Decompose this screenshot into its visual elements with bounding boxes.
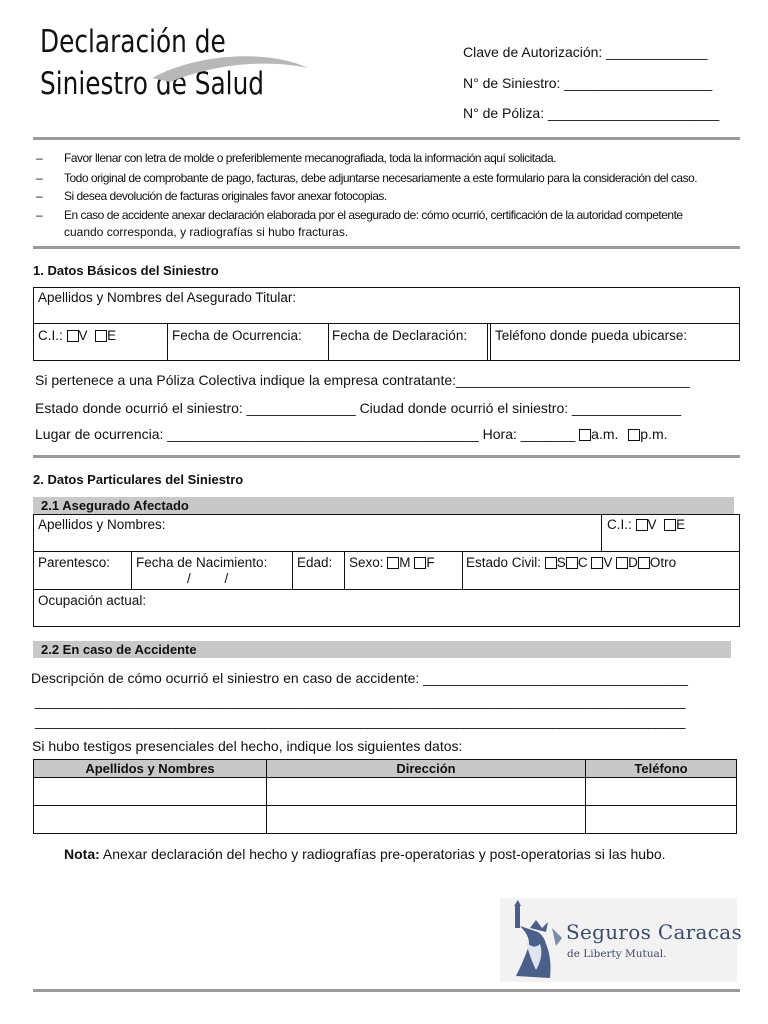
column-header-address: Dirección bbox=[267, 760, 586, 778]
sex-field: Sexo: M F bbox=[349, 555, 435, 570]
instruction-item: – En caso de accidente anexar declaración elaborada por el asegurado de: cómo ocurrió, certificación de la autoridad competente bbox=[36, 208, 683, 222]
policy-number-field[interactable]: N° de Póliza: ______________________ bbox=[463, 105, 720, 121]
declaration-date-label: Fecha de Declaración: bbox=[332, 328, 468, 343]
divider bbox=[33, 137, 740, 140]
company-logo bbox=[500, 898, 743, 982]
section-1-row bbox=[33, 323, 740, 361]
column-header-phone: Teléfono bbox=[586, 760, 737, 778]
affected-details-row bbox=[33, 551, 740, 590]
occupation-field[interactable] bbox=[33, 589, 740, 627]
divider bbox=[33, 989, 740, 992]
sex-f-checkbox[interactable] bbox=[414, 557, 426, 569]
accident-description-line[interactable]: ________________________________________________________________________________________ bbox=[35, 713, 685, 729]
witnesses-intro: Si hubo testigos presenciales del hecho, indique los siguientes datos: bbox=[32, 738, 463, 754]
civil-d-checkbox[interactable] bbox=[616, 557, 628, 569]
witness-phone-cell[interactable] bbox=[586, 806, 737, 834]
phone-label: Teléfono donde pueda ubicarse: bbox=[495, 328, 688, 343]
age-label: Edad: bbox=[297, 555, 333, 570]
am-checkbox[interactable] bbox=[579, 429, 591, 441]
affected-ci-field: C.I.: V E bbox=[607, 517, 686, 532]
affected-ci-v-checkbox[interactable] bbox=[636, 519, 648, 531]
civil-s-checkbox[interactable] bbox=[545, 557, 557, 569]
table-row bbox=[34, 806, 737, 834]
subsection-2-1-header: 2.1 Asegurado Afectado bbox=[33, 497, 733, 514]
authorization-key-field[interactable]: Clave de Autorización: _____________ bbox=[463, 44, 708, 60]
claim-number-field[interactable]: N° de Siniestro: ___________________ bbox=[463, 75, 713, 91]
witnesses-table bbox=[33, 759, 737, 834]
header-edge bbox=[732, 497, 734, 514]
affected-names-row bbox=[33, 514, 740, 552]
form-title-line2: Siniestro de Salud bbox=[40, 66, 265, 102]
sex-m-checkbox[interactable] bbox=[387, 557, 399, 569]
birth-date-label: Fecha de Nacimiento: bbox=[136, 555, 268, 570]
instruction-item-continued: cuando corresponda, y radiografías si hubo fracturas. bbox=[64, 225, 349, 239]
divider bbox=[33, 455, 740, 458]
section-1-title: 1. Datos Básicos del Siniestro bbox=[33, 263, 219, 278]
column-header-names: Apellidos y Nombres bbox=[34, 760, 267, 778]
occurrence-date-label: Fecha de Ocurrencia: bbox=[172, 328, 302, 343]
state-city-field[interactable]: Estado donde ocurrió el siniestro: ______________ Ciudad donde ocurrió el siniestro: ______________ bbox=[35, 400, 682, 416]
ci-e-checkbox[interactable] bbox=[95, 330, 107, 342]
relationship-label: Parentesco: bbox=[38, 555, 111, 570]
form-title-line1: Declaración de bbox=[40, 24, 226, 60]
logo-subtitle: de Liberty Mutual. bbox=[567, 948, 667, 960]
affected-names-label: Apellidos y Nombres: bbox=[38, 517, 166, 532]
witness-phone-cell[interactable] bbox=[586, 778, 737, 806]
section-2-title: 2. Datos Particulares del Siniestro bbox=[33, 472, 244, 487]
subsection-2-2-header: 2.2 En caso de Accidente bbox=[33, 641, 731, 658]
witness-name-cell[interactable] bbox=[34, 778, 267, 806]
logo-wordmark: Seguros Caracas bbox=[566, 920, 743, 944]
civil-status-field: Estado Civil: S C V D Otro bbox=[466, 555, 677, 570]
witness-name-cell[interactable] bbox=[34, 806, 267, 834]
table-header-row bbox=[34, 760, 737, 778]
ci-field: C.I.: V E bbox=[38, 328, 117, 343]
table-row bbox=[34, 778, 737, 806]
occupation-label: Ocupación actual: bbox=[38, 593, 147, 608]
birth-date-slashes: / / bbox=[187, 571, 229, 586]
divider bbox=[33, 246, 740, 249]
title-swoosh-decoration bbox=[150, 48, 310, 88]
holder-name-field[interactable] bbox=[33, 287, 740, 324]
witness-address-cell[interactable] bbox=[267, 778, 586, 806]
collective-policy-field[interactable]: Si pertenece a una Póliza Colectiva indique la empresa contratante:______________________________ bbox=[35, 372, 690, 388]
accident-description-field[interactable]: Descripción de cómo ocurrió el siniestro en caso de accidente: __________________________________ bbox=[31, 670, 688, 686]
place-time-field[interactable]: Lugar de ocurrencia: ________________________________________ Hora: _______ a.m. p.m. bbox=[35, 426, 668, 442]
witness-address-cell[interactable] bbox=[267, 806, 586, 834]
civil-other-checkbox[interactable] bbox=[638, 557, 650, 569]
civil-c-checkbox[interactable] bbox=[566, 557, 578, 569]
note-text: Nota: Anexar declaración del hecho y radiografías pre-operatorias y post-operatorias si las hubo. bbox=[64, 846, 666, 862]
instruction-item: – Todo original de comprobante de pago, facturas, debe adjuntarse necesariamente a este formulario para la consideración del caso. bbox=[36, 171, 698, 185]
instruction-item: – Favor llenar con letra de molde o preferiblemente mecanografiada, toda la información aquí solicitada. bbox=[36, 151, 556, 165]
pm-checkbox[interactable] bbox=[628, 429, 640, 441]
instruction-item: – Si desea devolución de facturas originales favor anexar fotocopias. bbox=[36, 189, 387, 203]
accident-description-line[interactable]: ________________________________________________________________________________________ bbox=[35, 693, 685, 709]
civil-v-checkbox[interactable] bbox=[591, 557, 603, 569]
ci-v-checkbox[interactable] bbox=[67, 330, 79, 342]
holder-name-label: Apellidos y Nombres del Asegurado Titular: bbox=[38, 290, 297, 305]
affected-ci-e-checkbox[interactable] bbox=[664, 519, 676, 531]
